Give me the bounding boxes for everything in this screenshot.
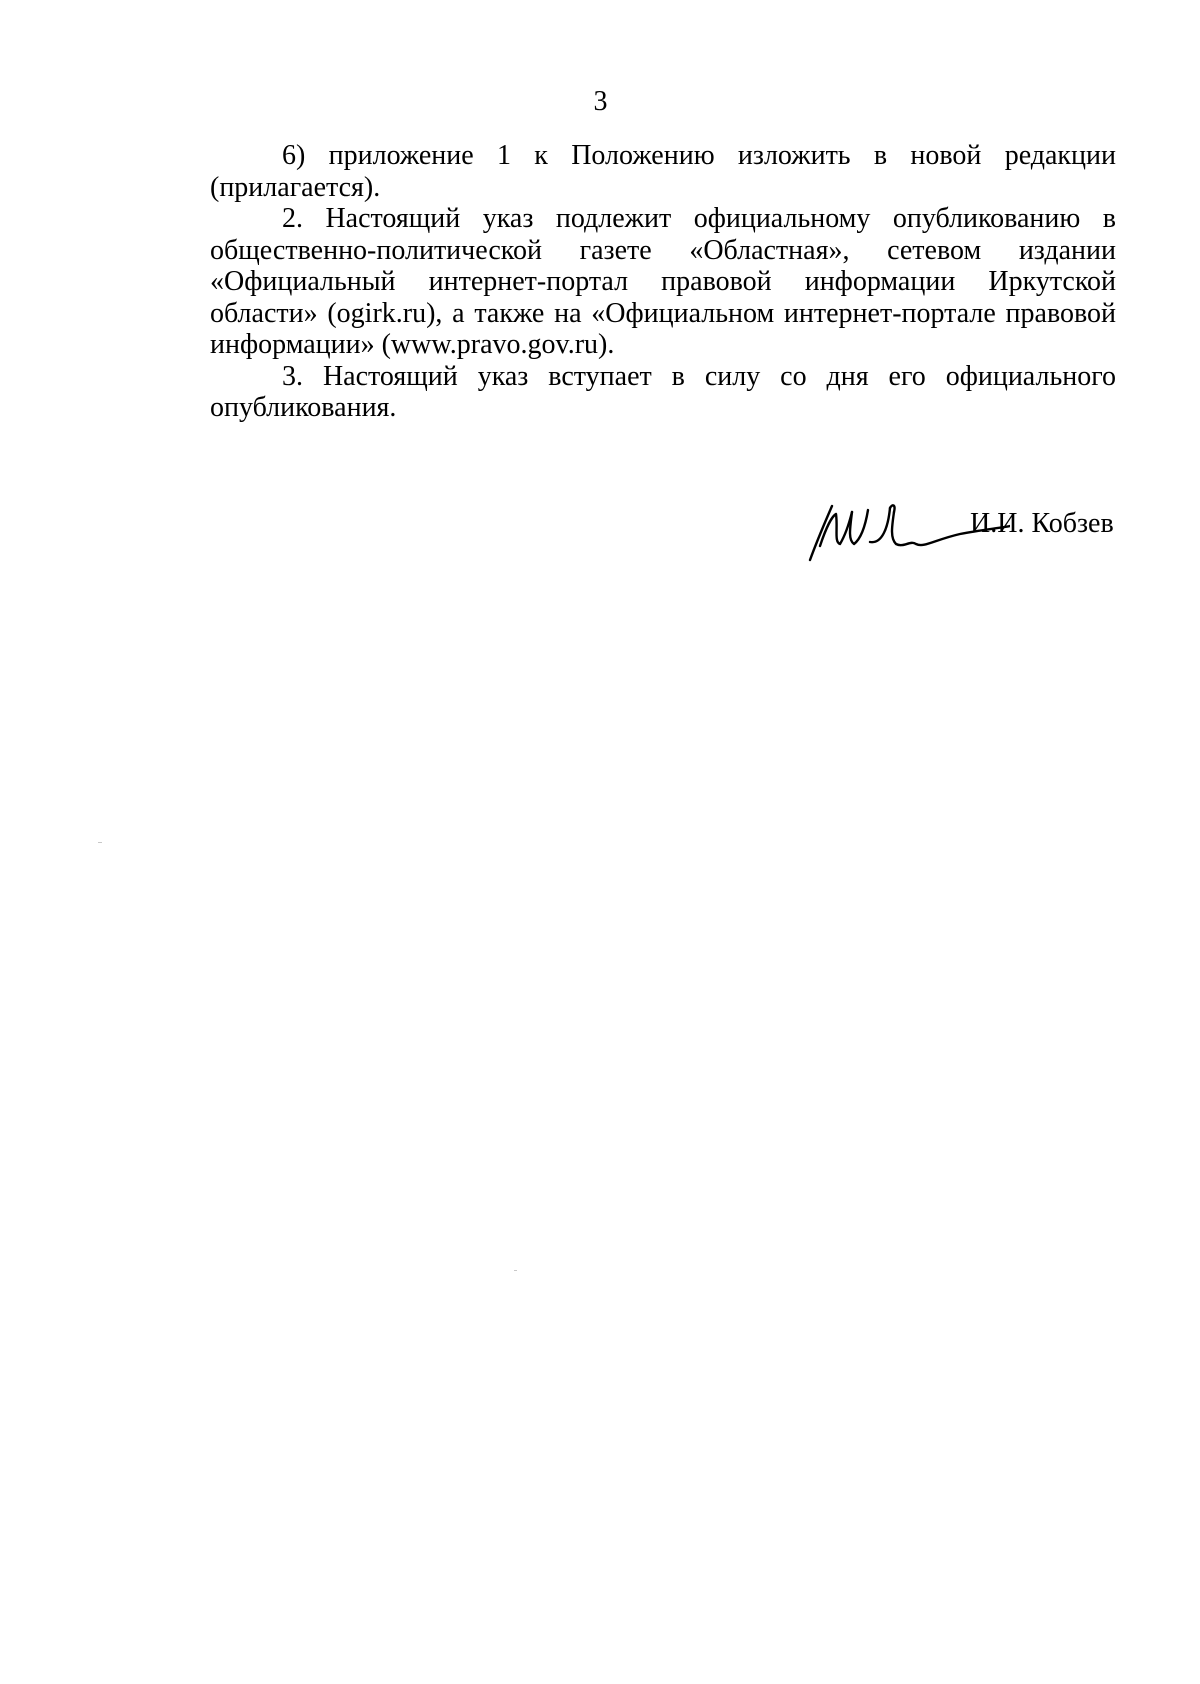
- page-number: 3: [593, 86, 608, 117]
- signature-block: [800, 498, 1120, 588]
- scan-artifact: [514, 1270, 517, 1271]
- paragraph-publication: 2. Настоящий указ подлежит официальному опубликованию в общественно-политической газете «Областная», сетевом издании «Официальный интернет-портал правовой информации Иркутской области» (ogirk.ru), а также на «Официальном интернет-портале правовой информации» (www.pravo.gov.ru).: [210, 203, 1116, 360]
- signer-name: И.И. Кобзев: [970, 508, 1114, 539]
- document-body: [210, 140, 1116, 424]
- scan-artifact: [98, 842, 102, 843]
- paragraph-entry-into-force: 3. Настоящий указ вступает в силу со дня его официального опубликования.: [210, 360, 1116, 423]
- paragraph-item-6: 6) приложение 1 к Положению изложить в новой редакции (прилагается).: [210, 140, 1116, 203]
